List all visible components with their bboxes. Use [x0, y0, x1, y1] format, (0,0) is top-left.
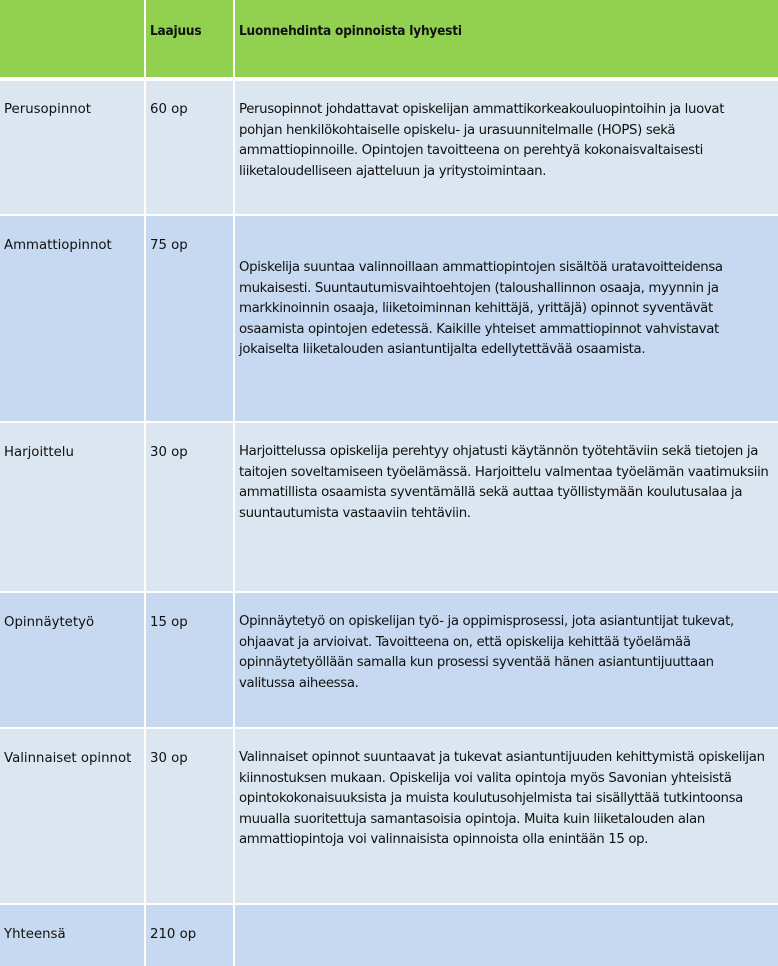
header-col2: Laajuus — [150, 23, 202, 39]
row-name: Valinnaiset opinnot — [4, 751, 132, 766]
description-cell — [235, 216, 778, 421]
header-col3: Luonnehdinta opinnoista lyhyesti — [239, 23, 462, 39]
description-cell — [235, 905, 778, 966]
row-credits: 15 op — [150, 615, 188, 630]
row-credits: 75 op — [150, 238, 188, 253]
table-header-row — [0, 0, 778, 77]
credits-cell — [146, 905, 233, 966]
header-cell-empty — [0, 0, 144, 77]
row-description: Valinnaiset opinnot suuntaavat ja tukevat asiantuntijuuden kehittymistä opiskelijan kiinnostuksen mukaan. Opiskelija voi valita opintoja myös Savonian yhteisistä opintokokonaisuuksista ja muista koulutusohjelmista tai sisällyttää tutkintoonsa muualla suoritettuja samantasoisia opintoja. Muita kuin liiketalouden alan ammattiopintoja voi valinnaisista opinnoista olla enintään 15 op. — [239, 750, 765, 847]
name-cell — [0, 593, 144, 727]
row-description: Opinnäytetyö on opiskelijan työ- ja oppimisprosessi, jota asiantuntijat tukevat, ohjaavat ja arvioivat. Tavoitteena on, että opiskelija kehittää työelämää opinnäytetyöllään samalla kun prosessi syventää hänen asiantuntijuuttaan valitussa aiheessa. — [239, 614, 734, 691]
description-cell — [235, 81, 778, 214]
description-cell — [235, 593, 778, 727]
name-cell — [0, 423, 144, 591]
row-credits: 30 op — [150, 751, 188, 766]
header-cell-description — [235, 0, 778, 77]
row-name: Harjoittelu — [4, 445, 74, 460]
table-row-total — [0, 905, 778, 966]
row-credits: 60 op — [150, 102, 188, 117]
row-description: Harjoittelussa opiskelija perehtyy ohjatusti käytännön työtehtäviin sekä tietojen ja taitojen soveltamiseen työelämässä. Harjoittelu valmentaa työelämän vaatimuksiin ammatillista osaamista syventämällä sekä auttaa työllistymään koulutusalaa ja suuntautumista vastaaviin tehtäviin. — [239, 444, 769, 521]
name-cell — [0, 216, 144, 421]
row-description: Perusopinnot johdattavat opiskelijan ammattikorkeakouluopintoihin ja luovat pohjan henkilökohtaiselle opiskelu- ja urasuunnitelmalle (HOPS) sekä ammattiopinnoille. Opintojen tavoitteena on perehtyä kokonaisvaltaisesti liiketaloudelliseen ajatteluun ja yritystoimintaan. — [239, 102, 725, 179]
table-row — [0, 593, 778, 727]
total-label: Yhteensä — [4, 927, 66, 942]
description-cell — [235, 729, 778, 903]
row-name: Perusopinnot — [4, 102, 92, 117]
table-row — [0, 216, 778, 421]
credits-cell — [146, 423, 233, 591]
table-row — [0, 81, 778, 214]
row-name: Opinnäytetyö — [4, 615, 95, 630]
credits-cell — [146, 593, 233, 727]
table-row — [0, 423, 778, 591]
row-name: Ammattiopinnot — [4, 238, 112, 253]
credits-cell — [146, 216, 233, 421]
table-row — [0, 729, 778, 903]
row-credits: 30 op — [150, 445, 188, 460]
total-credits: 210 op — [150, 927, 197, 942]
credits-cell — [146, 81, 233, 214]
row-description: Opiskelija suuntaa valinnoillaan ammattiopintojen sisältöä uratavoitteidensa mukaisesti. Suuntautumisvaihtoehtojen (taloushallinnon osaaja, myynnin ja markkinoinnin osaaja, liiketoiminnan kehittäjä, yrittäjä) opinnot syventävät osaamista opintojen edetessä. Kaikille yhteiset ammattiopinnot vahvistavat jokaiselta liiketalouden asiantuntijalta edellytettävää osaamista. — [239, 260, 723, 357]
name-cell — [0, 905, 144, 966]
name-cell — [0, 729, 144, 903]
description-cell — [235, 423, 778, 591]
credits-cell — [146, 729, 233, 903]
name-cell — [0, 81, 144, 214]
header-cell-laajuus — [146, 0, 233, 77]
